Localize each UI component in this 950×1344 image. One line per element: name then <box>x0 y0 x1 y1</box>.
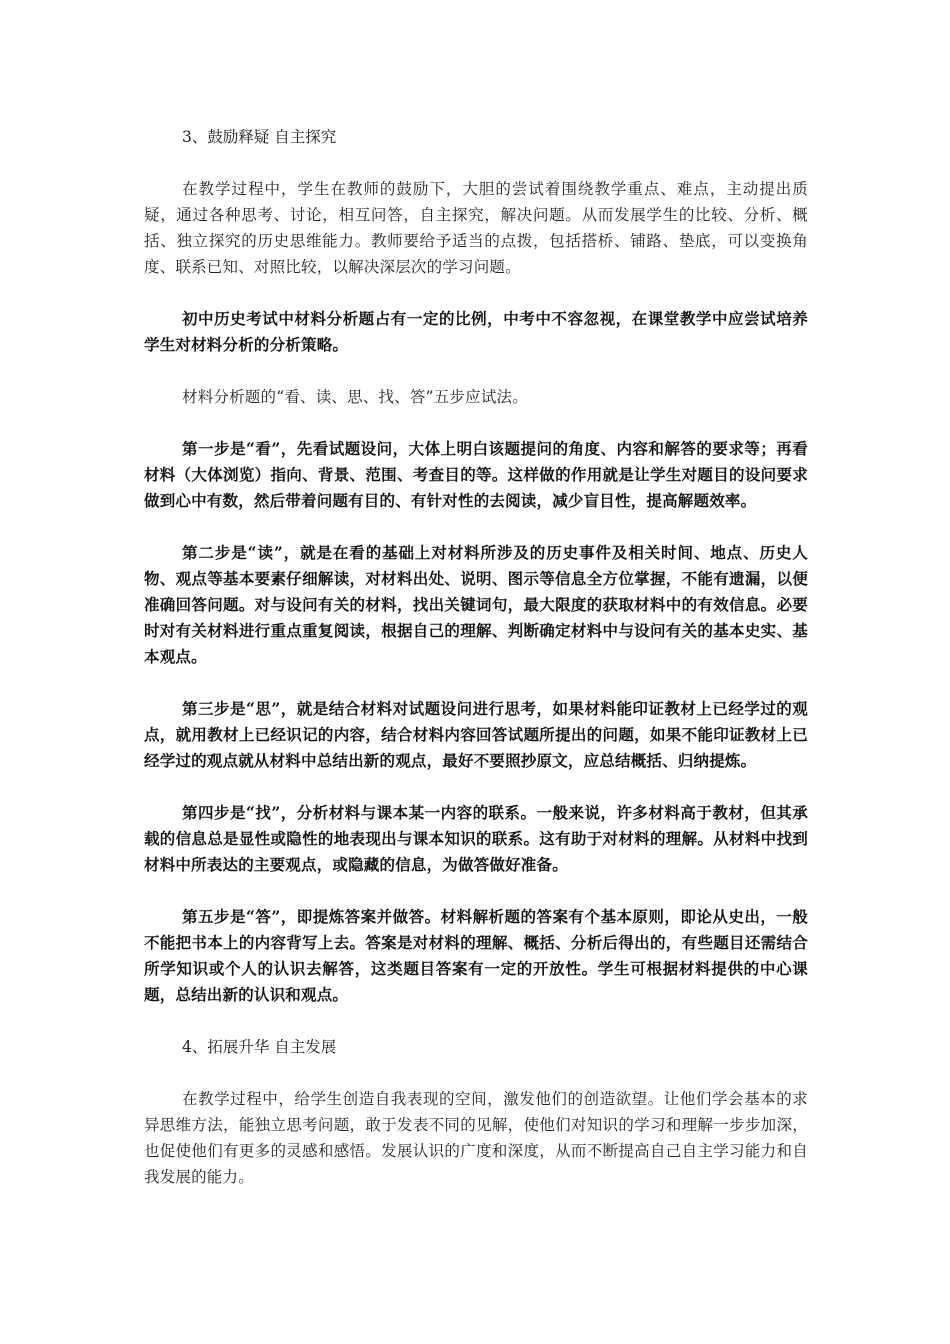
section-4-heading: 4、拓展升华 自主发展 <box>182 1038 337 1056</box>
step-five-paragraph: 第五步是“答”，即提炼答案并做答。材料解析题的答案有个基本原则，即论从史出，一般不能把书本上的内容背写上去。答案是对材料的理解、概括、分析后得出的，有些题目还需结合所学知识或个人的认识去解答，这类题目答案有一定的开放性。学生可根据材料提供的中心课题，总结出新的认识和观点。 <box>144 907 808 1004</box>
document-body <box>144 124 808 1216</box>
step-one-paragraph: 第一步是“看”，先看试题设问，大体上明白该题提问的角度、内容和解答的要求等；再看材料（大体浏览）指向、背景、范围、考查目的等。这样做的作用就是让学生对题目的设问要求做到心中有数，然后带着问题有目的、有针对性的去阅读，减少盲目性，提高解题效率。 <box>144 439 808 510</box>
section-3-heading: 3、鼓励释疑 自主探究 <box>182 128 337 146</box>
material-analysis-paragraph: 初中历史考试中材料分析题占有一定的比例，中考中不容忽视，在课堂教学中应尝试培养学生对材料分析的分析策略。 <box>144 309 808 354</box>
step-three-paragraph: 第三步是“思”，就是结合材料对试题设问进行思考，如果材料能印证教材上已经学过的观点，就用教材上已经识记的内容，结合材料内容回答试题所提出的问题，如果不能印证教材上已经学过的观点就从材料中总结出新的观点，最好不要照抄原文，应总结概括、归纳提炼。 <box>144 699 808 770</box>
section-3-intro-paragraph: 在教学过程中，学生在教师的鼓励下，大胆的尝试着围绕教学重点、难点，主动提出质疑，通过各种思考、讨论，相互问答，自主探究，解决问题。从而发展学生的比较、分析、概括、独立探究的历史思维能力。教师要给予适当的点拨，包括搭桥、铺路、垫底，可以变换角度、联系已知、对照比较，以解决深层次的学习问题。 <box>144 180 808 276</box>
step-two-paragraph: 第二步是“读”，就是在看的基础上对材料所涉及的历史事件及相关时间、地点、历史人物、观点等基本要素仔细解读，对材料出处、说明、图示等信息全方位掌握，不能有遗漏，以便准确回答问题。对与设问有关的材料，找出关键词句，最大限度的获取材料中的有效信息。必要时对有关材料进行重点重复阅读，根据自己的理解、判断确定材料中与设问有关的基本史实、基本观点。 <box>144 543 808 666</box>
step-four-paragraph: 第四步是“找”，分析材料与课本某一内容的联系。一般来说，许多材料高于教材，但其承载的信息总是显性或隐性的地表现出与课本知识的联系。这有助于对材料的理解。从材料中找到材料中所表达的主要观点，或隐藏的信息，为做答做好准备。 <box>144 803 808 874</box>
section-4-paragraph: 在教学过程中，给学生创造自我表现的空间，激发他们的创造欲望。让他们学会基本的求异思维方法，能独立思考问题，敢于发表不同的见解，使他们对知识的学习和理解一步步加深，也促使他们有更多的灵感和感悟。发展认识的广度和深度，从而不断提高自己自主学习能力和自我发展的能力。 <box>144 1090 808 1186</box>
five-step-method-paragraph: 材料分析题的“看、读、思、找、答”五步应试法。 <box>182 388 528 406</box>
